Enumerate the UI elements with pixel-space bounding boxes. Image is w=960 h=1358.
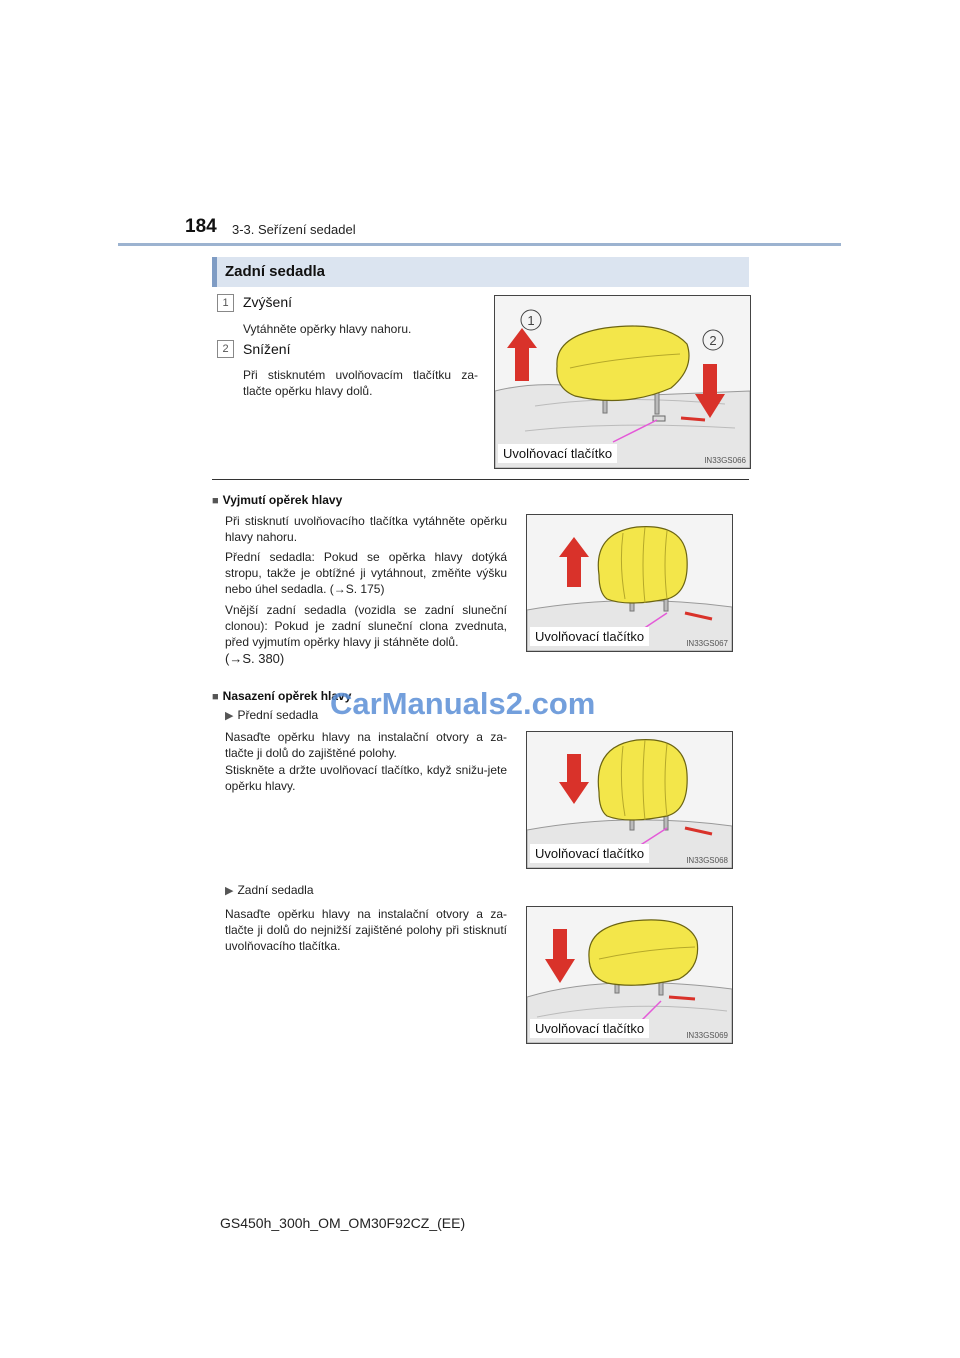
front-seats-title: Přední sedadla: [237, 708, 319, 722]
rear-seats-row: [225, 883, 314, 897]
step-number-1: 1: [217, 294, 234, 312]
section-bar-edge: [212, 257, 217, 287]
step-number-2: 2: [217, 340, 234, 358]
arrow-down-icon: [545, 929, 575, 983]
header-rule: [118, 243, 841, 246]
figure-removal-label: Uvolňovací tlačítko: [530, 627, 649, 646]
headrest-raise-lower-illustration: [495, 296, 750, 468]
front-install-text-2: Stiskněte a držte uvolňovací tlačítko, když snižu-jete opěrku hlavy.: [225, 763, 507, 793]
removal-heading-row: [212, 491, 342, 509]
install-heading: Nasazení opěrek hlavy: [222, 689, 352, 703]
step-2-title: Snížení: [243, 341, 291, 357]
rear-seats-title: Zadní sedadla: [237, 883, 314, 897]
triangle-bullet-icon: ▶: [225, 885, 234, 897]
headrest-shape: [589, 920, 698, 985]
figure-1-label: Uvolňovací tlačítko: [498, 444, 617, 463]
figure-removal: [526, 514, 733, 652]
headrest-shape: [557, 326, 689, 401]
figure-rear-install: [526, 906, 733, 1044]
square-bullet-icon: ■: [212, 495, 219, 507]
rear-install-text: Nasaďte opěrku hlavy na instalační otvory a za-tlačte ji dolů do nejnižší zajištěné polohy při stisknutí uvolňovacího tlačítka.: [225, 907, 507, 953]
figure-front-install: [526, 731, 733, 869]
removal-paragraph-1: Při stisknutí uvolňovacího tlačítka vytáhněte opěrku hlavy nahoru.: [225, 514, 507, 544]
figure-rear-label: Uvolňovací tlačítko: [530, 1019, 649, 1038]
figure-1-code: IN33GS066: [704, 456, 746, 465]
step-1-text: Vytáhněte opěrky hlavy nahoru.: [243, 322, 412, 336]
removal-paragraph-2: Přední sedadla: Pokud se opěrka hlavy dotýká stropu, takže je obtížné ji vytáhnout, změňte výšku nebo úhel sedadla. (→S. 175): [225, 550, 507, 596]
arrow-up-icon: [559, 537, 589, 587]
arrow-down-icon: [559, 754, 589, 804]
figure-front-label: Uvolňovací tlačítko: [530, 844, 649, 863]
front-install-text-1: Nasaďte opěrku hlavy na instalační otvory a za-tlačte ji dolů do zajištěné polohy.: [225, 730, 507, 760]
figure-removal-code: IN33GS067: [686, 639, 728, 648]
removal-paragraph-3: Vnější zadní sedadla (vozidla se zadní sluneční clonou): Pokud je zadní sluneční clona zvednuta, před vyjmutím opěrky hlavy ji stáhněte dolů.: [225, 603, 507, 649]
step-1-title: Zvýšení: [243, 294, 293, 310]
chapter-title: 3-3. Seřízení sedadel: [232, 222, 356, 237]
removal-page-ref: (→S. 380): [225, 651, 285, 666]
square-bullet-icon: ■: [212, 691, 219, 703]
arrow-up-icon: [507, 328, 537, 381]
figure-raise-lower: [494, 295, 751, 469]
press-arrow-icon: [681, 418, 705, 420]
press-arrow-icon: [669, 997, 695, 999]
page-number: 184: [185, 216, 217, 237]
watermark: CarManuals2.com: [330, 686, 596, 721]
removal-heading: Vyjmutí opěrek hlavy: [222, 493, 343, 507]
step-2-text: Při stisknutém uvolňovacím tlačítku za-tlačte opěrku hlavy dolů.: [243, 368, 478, 398]
callout-1: 1: [527, 313, 535, 328]
divider-rule: [212, 479, 749, 480]
footer-code: GS450h_300h_OM_OM30F92CZ_(EE): [220, 1215, 466, 1231]
front-seats-row: [225, 708, 318, 722]
release-button-shape: [653, 416, 665, 421]
section-title: Zadní sedadla: [225, 263, 326, 280]
triangle-bullet-icon: ▶: [225, 710, 234, 722]
figure-rear-code: IN33GS069: [686, 1031, 728, 1040]
figure-front-code: IN33GS068: [686, 856, 728, 865]
callout-2: 2: [709, 333, 717, 348]
